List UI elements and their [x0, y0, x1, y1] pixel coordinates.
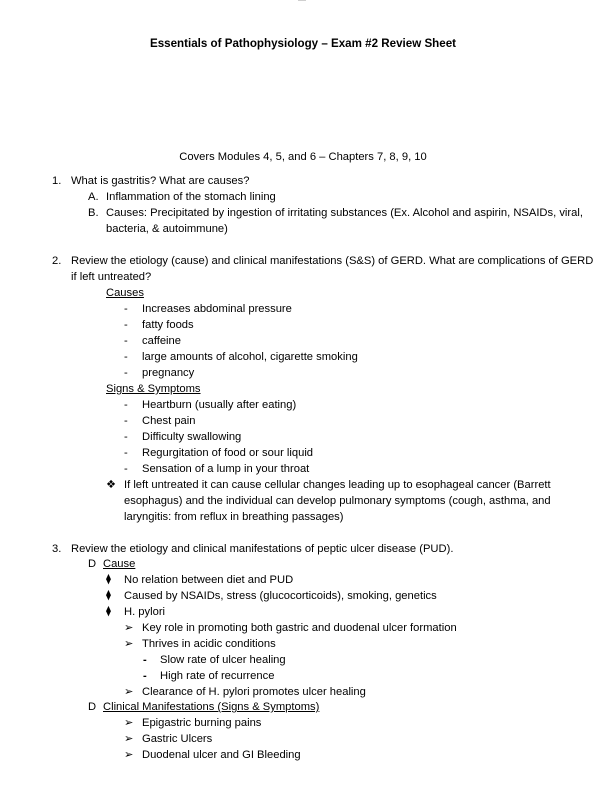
list-item: Difficulty swallowing — [142, 431, 242, 443]
dash-bullet: - — [124, 463, 128, 475]
list-item: Sensation of a lump in your throat — [142, 463, 310, 475]
q3-clinical-heading: Clinical Manifestations (Signs & Symptoms) — [103, 701, 320, 713]
dash-bullet: - — [124, 319, 128, 331]
dash-bullet: - — [124, 447, 128, 459]
list-item: Slow rate of ulcer healing — [160, 654, 286, 666]
q2-question-line2: if left untreated? — [71, 271, 152, 283]
arrow-bullet: ➢ — [124, 733, 134, 745]
q2-number: 2. — [52, 255, 62, 267]
q1-b-line2: bacteria, & autoimmune) — [106, 223, 228, 235]
dash-bullet: - — [124, 335, 128, 347]
dash-bullet: - — [143, 654, 147, 666]
list-item: Thrives in acidic conditions — [142, 638, 276, 650]
diamond-bullet: ⧫ — [106, 574, 111, 585]
covers-line: Covers Modules 4, 5, and 6 – Chapters 7, 8, 9, 10 — [179, 151, 427, 163]
dash-bullet: - — [124, 431, 128, 443]
q3-d-letter: D — [88, 701, 97, 713]
list-item: Regurgitation of food or sour liquid — [142, 447, 314, 459]
q3-cause-heading: Cause — [103, 558, 136, 570]
q1-b-letter: B. — [88, 207, 99, 219]
arrow-bullet: ➢ — [124, 717, 134, 729]
q2-untreated-line3: laryngitis: from reflux in breathing passages) — [124, 511, 344, 523]
arrow-bullet: ➢ — [124, 749, 134, 761]
dash-bullet: - — [124, 399, 128, 411]
dash-bullet: - — [124, 303, 128, 315]
q1-number: 1. — [52, 175, 62, 187]
list-item: Increases abdominal pressure — [142, 303, 292, 315]
q2-causes-heading: Causes — [106, 287, 144, 299]
q2-signs-heading: Signs & Symptoms — [106, 383, 201, 395]
dash-bullet: - — [124, 351, 128, 363]
q1-question: What is gastritis? What are causes? — [71, 175, 250, 187]
diamond-bullet: ⧫ — [106, 606, 111, 617]
dash-bullet: - — [124, 415, 128, 427]
list-item: pregnancy — [142, 367, 195, 379]
list-item: Clearance of H. pylori promotes ulcer healing — [142, 686, 366, 698]
arrow-bullet: ➢ — [124, 622, 134, 634]
list-item: H. pylori — [124, 606, 166, 618]
list-item: Duodenal ulcer and GI Bleeding — [142, 749, 301, 761]
diamond-bullet: ⧫ — [106, 590, 111, 601]
page-title: Essentials of Pathophysiology – Exam #2 Review Sheet — [149, 37, 457, 50]
dash-bullet: - — [124, 367, 128, 379]
header-mark — [298, 0, 306, 3]
list-item: High rate of recurrence — [160, 670, 275, 682]
list-item: large amounts of alcohol, cigarette smoking — [142, 351, 358, 363]
star-bullet: ❖ — [106, 479, 117, 491]
list-item: Key role in promoting both gastric and duodenal ulcer formation — [142, 622, 457, 634]
q2-question-line1: Review the etiology (cause) and clinical manifestations (S&S) of GERD. What are complications of GERD — [71, 255, 594, 267]
q2-untreated-line1: If left untreated it can cause cellular changes leading up to esophageal cancer (Barrett — [124, 479, 551, 491]
list-item: Gastric Ulcers — [142, 733, 213, 745]
q1-b-line1: Causes: Precipitated by ingestion of irritating substances (Ex. Alcohol and aspirin, NSAIDs, viral, — [106, 207, 583, 219]
arrow-bullet: ➢ — [124, 686, 134, 698]
list-item: caffeine — [142, 335, 181, 347]
q3-question: Review the etiology and clinical manifestations of peptic ulcer disease (PUD). — [71, 543, 454, 555]
dash-bullet: - — [143, 670, 147, 682]
arrow-bullet: ➢ — [124, 638, 134, 650]
list-item: Chest pain — [142, 415, 196, 427]
list-item: No relation between diet and PUD — [124, 574, 294, 586]
q1-a-text: Inflammation of the stomach lining — [106, 191, 276, 203]
list-item: Caused by NSAIDs, stress (glucocorticoids), smoking, genetics — [124, 590, 437, 602]
list-item: Epigastric burning pains — [142, 717, 262, 729]
q3-number: 3. — [52, 543, 62, 555]
list-item: Heartburn (usually after eating) — [142, 399, 297, 411]
q1-a-letter: A. — [88, 191, 99, 203]
q2-untreated-line2: esophagus) and the individual can develop pulmonary symptoms (cough, asthma, and — [124, 495, 551, 507]
q3-d-letter: D — [88, 558, 97, 570]
list-item: fatty foods — [142, 319, 194, 331]
